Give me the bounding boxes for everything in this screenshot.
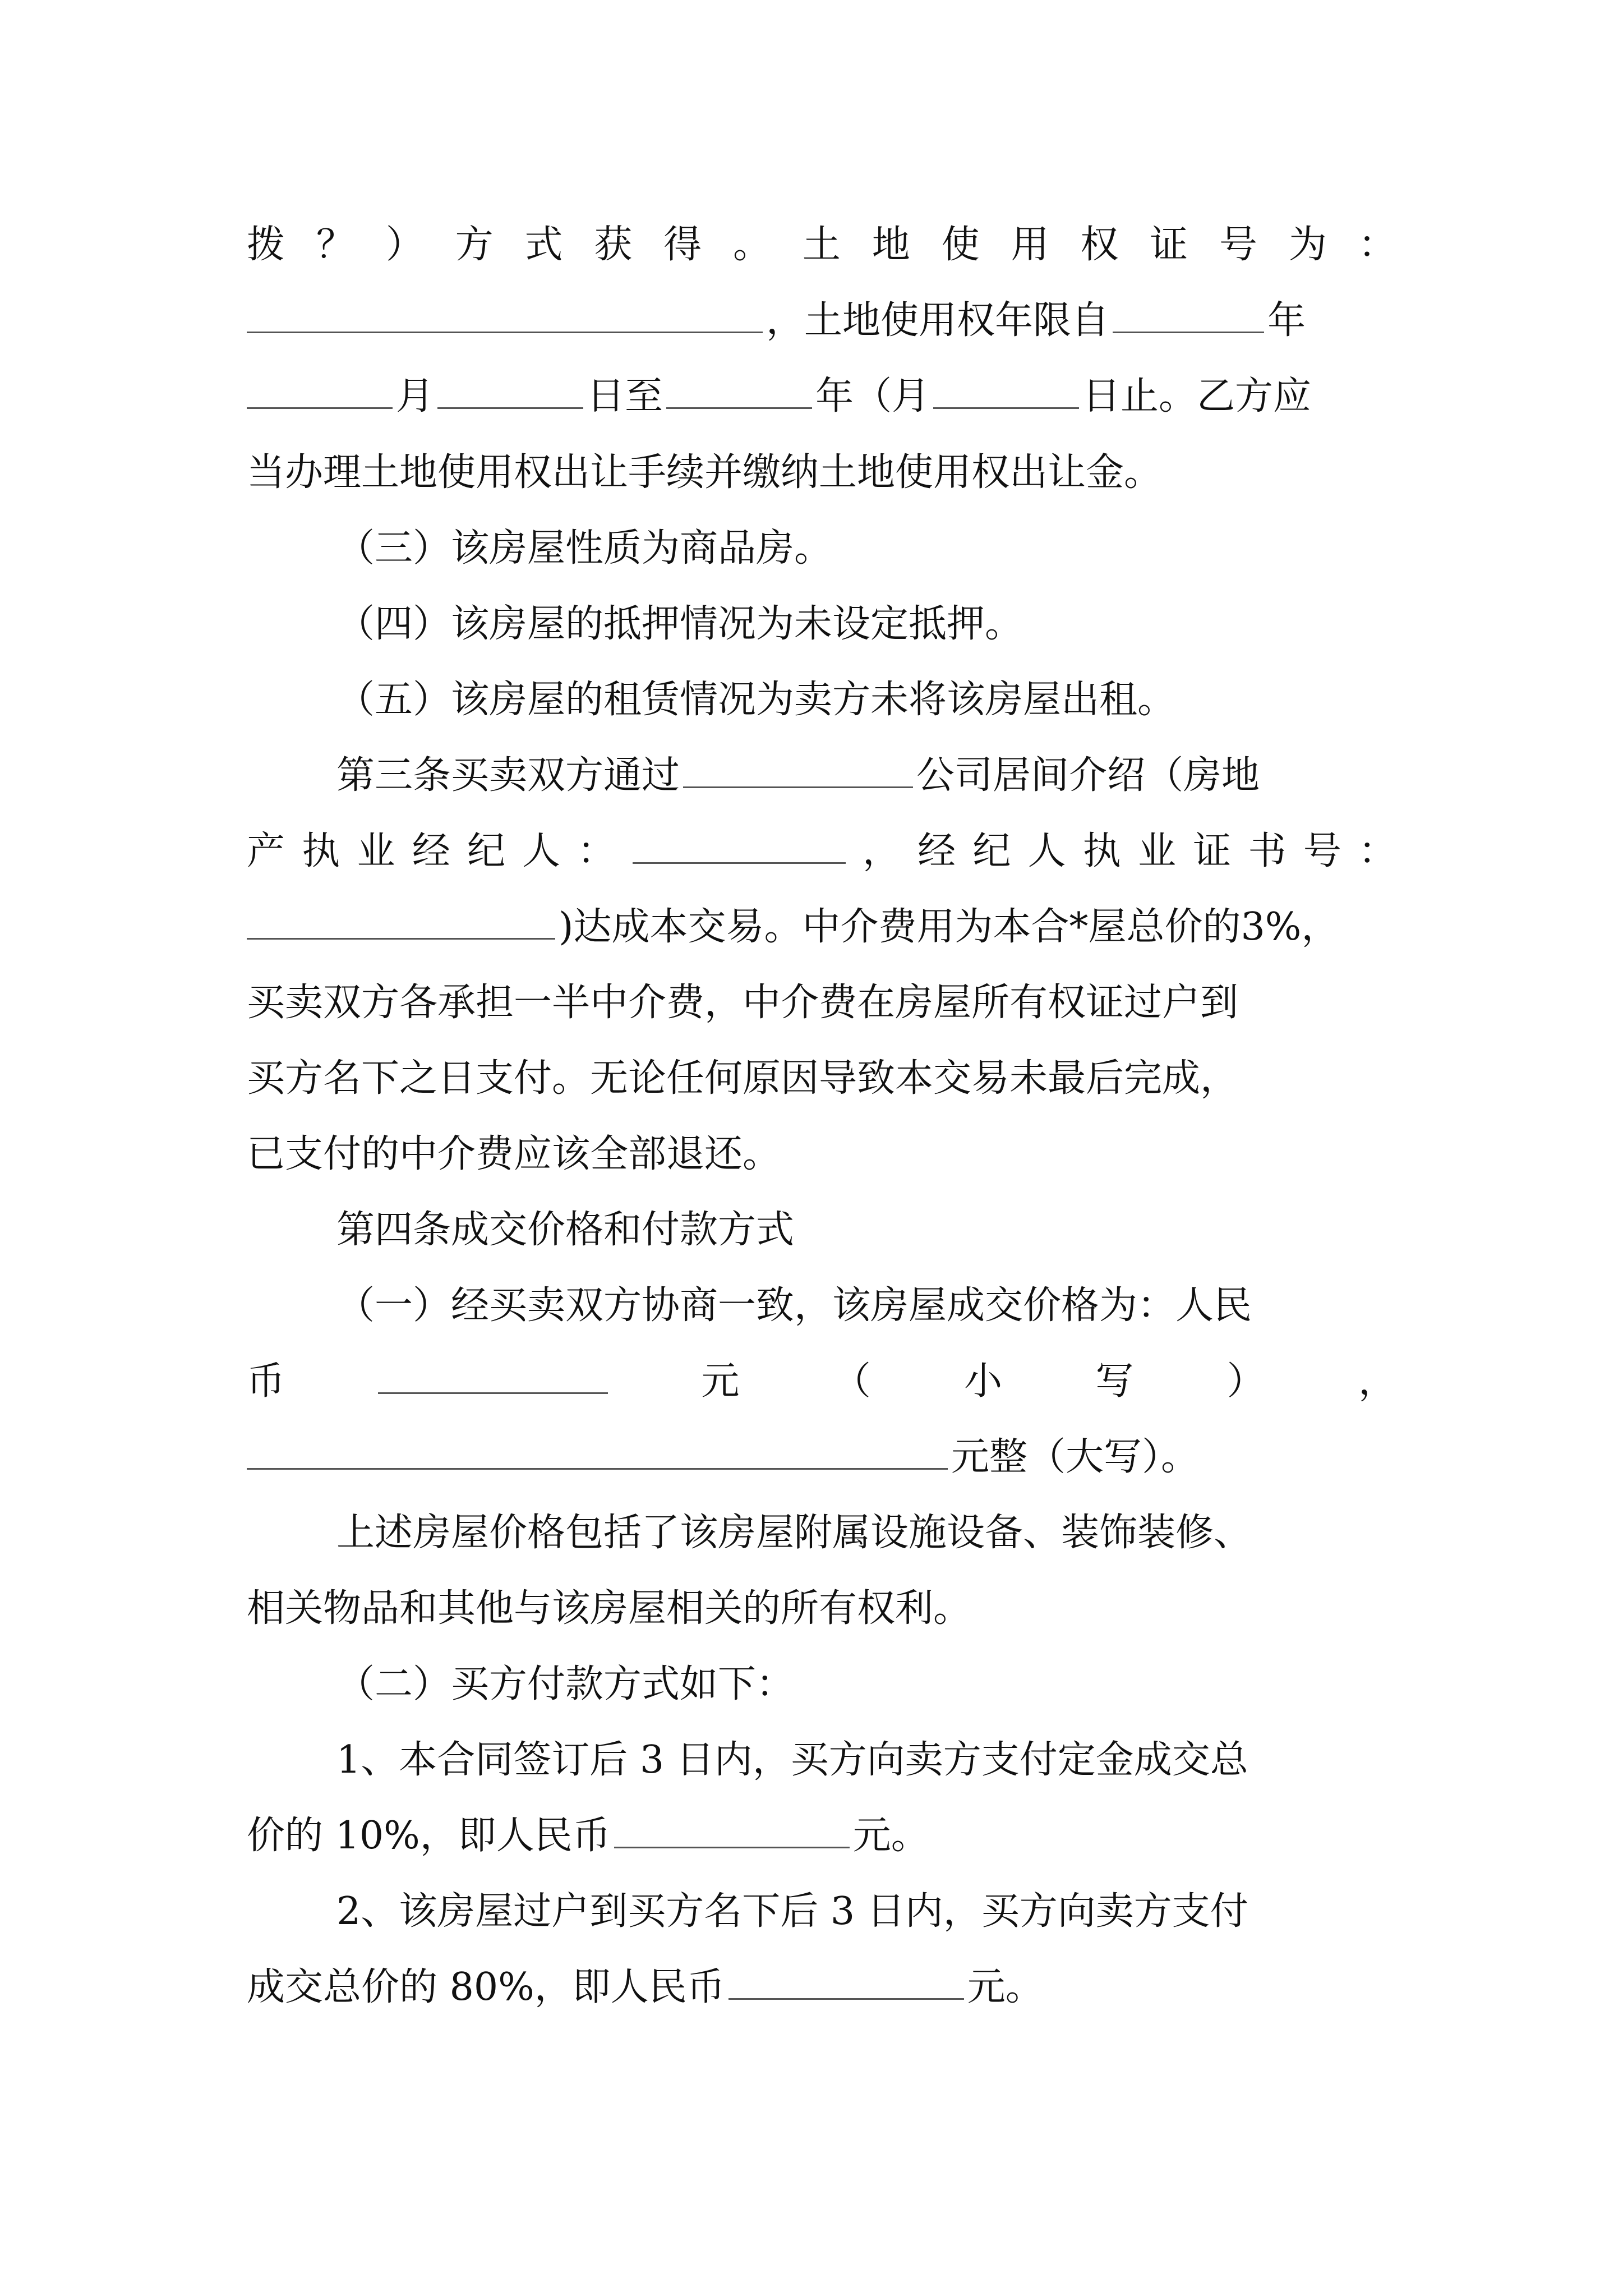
char: 。 — [733, 223, 772, 267]
text-line-21: 1、本合同签订后 3 日内，买方向卖方支付定金成交总 — [336, 1738, 1248, 1782]
char: 拨 — [247, 223, 285, 267]
char: 使 — [941, 223, 980, 267]
char: 纪 — [467, 829, 505, 873]
char: 人 — [1027, 829, 1066, 873]
text-segment: 第三条买卖双方通过 — [336, 753, 680, 798]
char: 元 — [701, 1359, 740, 1404]
text-line-4: 当办理土地使用权出让手续并缴纳土地使用权出让金。 — [247, 450, 1163, 495]
text-line-12: 买方名下之日支付。无论任何原因导致本交易未最后完成， — [247, 1056, 1239, 1101]
text-line-16 — [247, 1348, 1396, 1415]
text-segment: 元。 — [967, 1965, 1044, 2009]
text-segment: 元整（大写）。 — [951, 1435, 1200, 1479]
char: （ — [832, 1359, 871, 1404]
char: 执 — [302, 829, 340, 873]
text-line-8 — [336, 742, 1396, 809]
text-line-5: （三）该房屋性质为商品房。 — [336, 526, 833, 570]
text-segment: 年（月 — [815, 374, 930, 418]
char: 经 — [412, 829, 450, 873]
blank-price-lowercase — [378, 1359, 608, 1394]
text-line-20: （二）买方付款方式如下： — [336, 1662, 795, 1706]
text-line-18: 上述房屋价格包括了该房屋附属设施设备、装饰装修、 — [336, 1511, 1252, 1555]
text-line-6: （四）该房屋的抵押情况为未设定抵押。 — [336, 602, 1023, 646]
char: 权 — [1080, 223, 1119, 267]
blank-agency-company — [683, 753, 913, 788]
char: 获 — [594, 223, 633, 267]
char: 写 — [1095, 1359, 1134, 1404]
char: ） — [385, 223, 424, 267]
char: ： — [577, 829, 616, 873]
text-segment: 日止。乙方应 — [1082, 374, 1312, 418]
char: 业 — [1138, 829, 1177, 873]
blank-deposit-amount — [614, 1813, 850, 1848]
char: 方 — [455, 223, 494, 267]
char: 式 — [524, 223, 563, 267]
text-line-15: （一）经买卖双方协商一致，该房屋成交价格为：人民 — [336, 1283, 1252, 1328]
text-segment: 价的 10%，即人民币 — [247, 1814, 611, 1858]
blank-agent-name — [633, 829, 846, 864]
char: ， — [1358, 1359, 1396, 1404]
text-segment: 公司居间介绍（房地 — [916, 753, 1260, 798]
char: 产 — [247, 829, 285, 873]
text-line-14: 第四条成交价格和付款方式 — [336, 1208, 795, 1252]
char: 人 — [522, 829, 561, 873]
blank-start-year — [1113, 298, 1264, 333]
text-line-1 — [247, 211, 1396, 279]
char: 地 — [872, 223, 910, 267]
char: 土 — [802, 223, 841, 267]
text-line-2 — [247, 287, 1396, 355]
char: 书 — [1248, 829, 1287, 873]
text-line-13: 已支付的中介费应该全部退还。 — [247, 1132, 781, 1176]
text-line-23: 2、该房屋过户到买方名下后 3 日内，买方向卖方支付 — [336, 1889, 1248, 1934]
blank-end-month-day — [933, 374, 1079, 409]
char: 号 — [1303, 829, 1341, 873]
blank-start-day — [437, 374, 583, 409]
char: 币 — [247, 1359, 285, 1404]
text-line-3 — [247, 363, 1396, 430]
blank-second-payment-amount — [728, 1964, 964, 2000]
char: 纪 — [972, 829, 1011, 873]
char: ） — [1227, 1359, 1265, 1404]
char: ？ — [316, 223, 354, 267]
blank-agent-cert-number — [247, 904, 555, 940]
blank-start-month — [247, 374, 393, 409]
text-line-17 — [247, 1424, 1396, 1491]
char: 得 — [663, 223, 702, 267]
char: ： — [1358, 223, 1396, 267]
char: 号 — [1219, 223, 1258, 267]
text-line-7: （五）该房屋的租赁情况为卖方未将该房屋出租。 — [336, 678, 1176, 722]
char: 业 — [357, 829, 395, 873]
text-segment: 元。 — [852, 1814, 929, 1858]
text-line-19: 相关物品和其他与该房屋相关的所有权利。 — [247, 1586, 972, 1631]
text-segment: 月 — [396, 374, 435, 418]
text-segment: 年 — [1267, 298, 1306, 343]
char: 用 — [1011, 223, 1049, 267]
text-line-10 — [247, 894, 1396, 961]
text-segment: 日至 — [587, 374, 663, 418]
char: 小 — [964, 1359, 1003, 1404]
text-line-9 — [247, 818, 1396, 885]
char: 证 — [1150, 223, 1188, 267]
text-line-22 — [247, 1802, 1396, 1870]
char: ， — [862, 829, 901, 873]
char: 经 — [917, 829, 956, 873]
text-line-24 — [247, 1954, 1396, 2021]
char: 执 — [1082, 829, 1121, 873]
text-segment: 成交总价的 80%，即人民币 — [247, 1965, 725, 2009]
char: 为 — [1288, 223, 1327, 267]
blank-end-year — [666, 374, 812, 409]
text-segment: ，土地使用权年限自 — [766, 298, 1110, 343]
text-line-11: 买卖双方各承担一半中介费，中介费在房屋所有权证过户到 — [247, 981, 1239, 1025]
text-segment: )达成本交易。中介费用为本合*屋总价的3%， — [559, 905, 1340, 949]
char: 证 — [1193, 829, 1232, 873]
blank-price-uppercase — [247, 1434, 948, 1470]
char: ： — [1358, 829, 1396, 873]
blank-land-cert-number — [247, 298, 763, 333]
